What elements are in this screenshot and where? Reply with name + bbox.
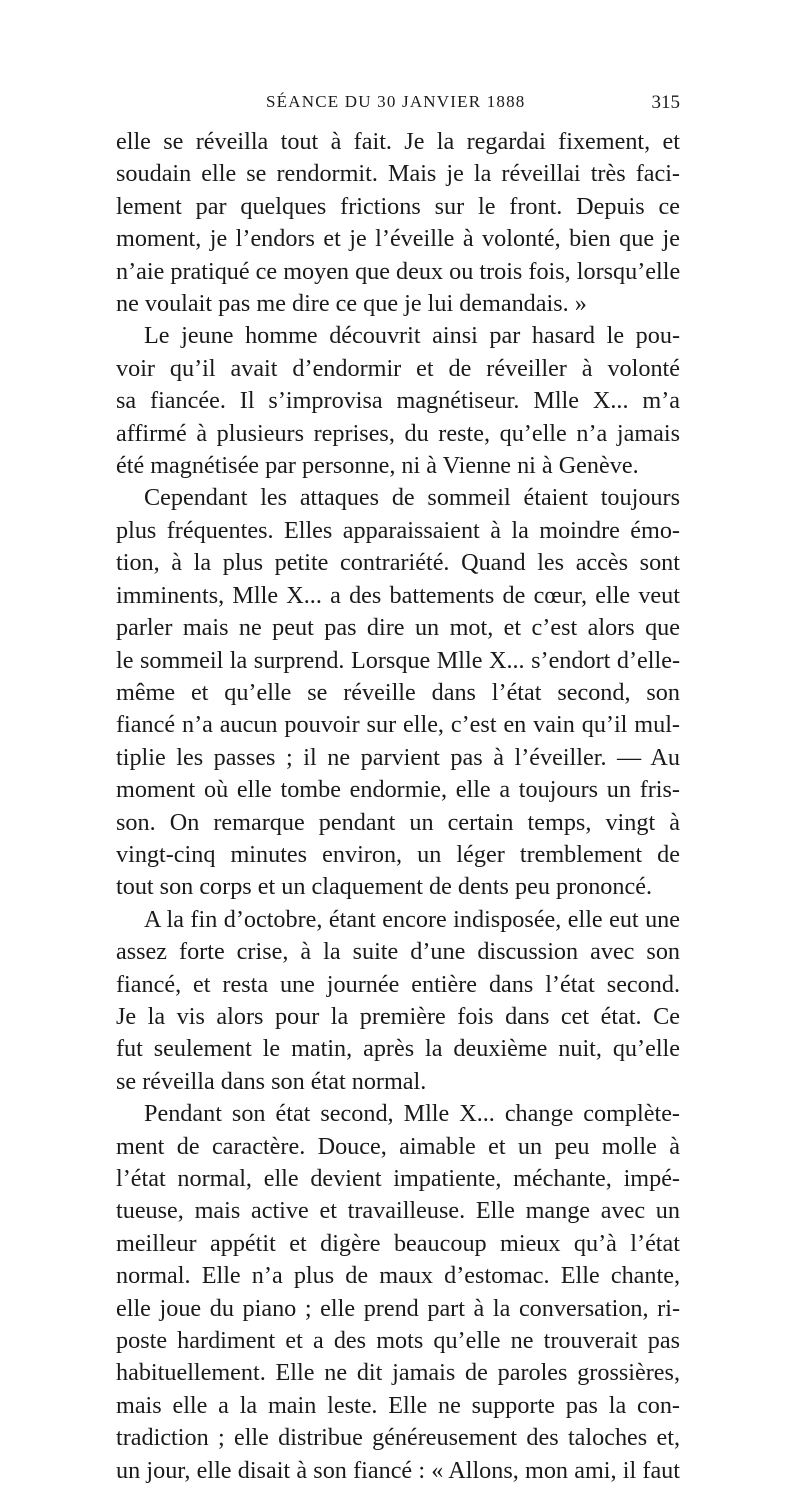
text-line: même et qu’elle se réveille dans l’état second, son	[116, 678, 680, 706]
text-line: tiplie les passes ; il ne parvient pas à l’éveiller. — Au	[116, 743, 680, 771]
page-header	[116, 92, 680, 126]
text-line: Cependant les attaques de sommeil étaient toujours	[144, 484, 680, 512]
text-line: fiancé n’a aucun pouvoir sur elle, c’est en vain qu’il mul-	[116, 711, 680, 739]
text-line: Le jeune homme découvrit ainsi par hasard le pou-	[144, 322, 680, 350]
text-line: tradiction ; elle distribue généreusement des taloches et,	[116, 1424, 680, 1452]
text-line: Je la vis alors pour la première fois dans cet état. Ce	[116, 1002, 680, 1030]
text-line: vingt-cinq minutes environ, un léger tremblement de	[116, 840, 680, 868]
text-line: sa fiancée. Il s’improvisa magnétiseur. Mlle X... m’a	[116, 387, 680, 415]
text-line: le sommeil la surprend. Lorsque Mlle X... s’endort d’elle-	[116, 646, 680, 674]
text-line: ne voulait pas me dire ce que je lui demandais. »	[116, 290, 587, 318]
body-text	[116, 126, 680, 1487]
text-line: voir qu’il avait d’endormir et de réveiller à volonté	[116, 354, 680, 382]
text-line: son. On remarque pendant un certain temps, vingt à	[116, 808, 680, 836]
text-line: ment de caractère. Douce, aimable et un peu molle à	[116, 1132, 680, 1160]
text-line: affirmé à plusieurs reprises, du reste, qu’elle n’a jamais	[116, 419, 680, 447]
text-line: moment où elle tombe endormie, elle a toujours un fris-	[116, 776, 680, 804]
text-line: moment, je l’endors et je l’éveille à volonté, bien que je	[116, 225, 680, 253]
text-line: un jour, elle disait à son fiancé : « Allons, mon ami, il faut	[116, 1456, 680, 1484]
text-line: imminents, Mlle X... a des battements de cœur, elle veut	[116, 581, 680, 609]
text-line: tout son corps et un claquement de dents peu prononcé.	[116, 873, 653, 901]
text-line: Pendant son état second, Mlle X... change complète-	[144, 1100, 680, 1128]
text-line: l’état normal, elle devient impatiente, méchante, impé-	[116, 1165, 680, 1192]
text-line: fut seulement le matin, après la deuxième nuit, qu’elle	[116, 1035, 680, 1063]
text-line: poste hardiment et a des mots qu’elle ne trouverait pas	[116, 1327, 680, 1355]
text-line: été magnétisée par personne, ni à Vienne ni à Genève.	[116, 452, 639, 480]
text-line: normal. Elle n’a plus de maux d’estomac. Elle chante,	[116, 1262, 680, 1290]
text-line: lement par quelques frictions sur le front. Depuis ce	[116, 192, 680, 220]
text-line: fiancé, et resta une journée entière dans l’état second.	[116, 970, 680, 998]
text-line: A la fin d’octobre, étant encore indisposée, elle eut une	[144, 905, 680, 933]
text-line: elle se réveilla tout à fait. Je la regardai fixement, et	[116, 128, 680, 155]
running-head: SÉANCE DU 30 JANVIER 1888	[266, 92, 526, 111]
text-line: n’aie pratiqué ce moyen que deux ou trois fois, lorsqu’elle	[116, 257, 680, 285]
book-page	[116, 92, 680, 1487]
text-line: se réveilla dans son état normal.	[116, 1067, 427, 1095]
text-line: parler mais ne peut pas dire un mot, et c’est alors que	[116, 614, 680, 642]
text-line: tueuse, mais active et travailleuse. Elle mange avec un	[116, 1197, 680, 1225]
text-line: elle joue du piano ; elle prend part à la conversation, ri-	[116, 1294, 680, 1322]
text-line: assez forte crise, à la suite d’une discussion avec son	[116, 938, 680, 966]
text-line: tion, à la plus petite contrariété. Quand les accès sont	[116, 549, 680, 577]
text-line: soudain elle se rendormit. Mais je la réveillai très faci-	[116, 160, 680, 188]
text-line: mais elle a la main leste. Elle ne supporte pas la con-	[116, 1391, 680, 1419]
page-number: 315	[651, 92, 680, 113]
text-line: habituellement. Elle ne dit jamais de paroles grossières,	[116, 1359, 680, 1387]
text-line: meilleur appétit et digère beaucoup mieux qu’à l’état	[116, 1229, 680, 1257]
text-line: plus fréquentes. Elles apparaissaient à la moindre émo-	[116, 516, 680, 544]
